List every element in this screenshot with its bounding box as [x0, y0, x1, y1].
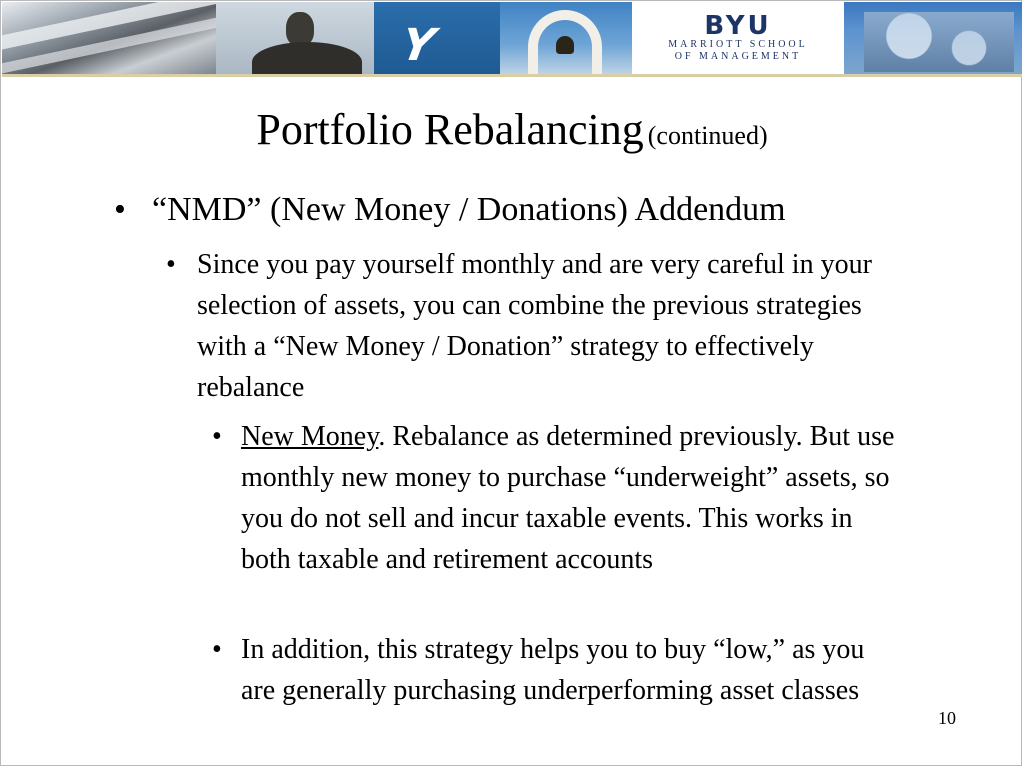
slide-title-main: Portfolio Rebalancing [256, 105, 644, 154]
bullet-level1 [114, 188, 934, 232]
logo-line2: OF MANAGEMENT [674, 51, 802, 62]
bullet-level2 [166, 244, 906, 408]
statue-body-shape [252, 42, 362, 74]
statue-head-shape [286, 12, 314, 46]
page-number: 10 [938, 708, 956, 728]
banner-photo-statue [216, 2, 374, 74]
bullet-level2-text: Since you pay yourself monthly and are very careful in your selection of assets, you can combine the previous strategies with a “New Money / Donation” strategy to effectively rebalance [197, 249, 872, 403]
bell-icon [556, 36, 574, 54]
header-banner [2, 2, 1022, 74]
y-mountain-icon: Y [397, 20, 439, 71]
bullet-level3-text [241, 416, 902, 580]
bullet-marker: • [114, 191, 126, 228]
bullet-marker: • [212, 421, 222, 452]
banner-photo-building [2, 2, 216, 74]
slide-title-sub: (continued) [647, 121, 768, 150]
bullet-level3-buy-low [212, 629, 902, 711]
byu-marriott-logo [632, 2, 844, 74]
logo-main-text: BYU [704, 11, 772, 41]
slide-title [0, 104, 1024, 155]
banner-photo-mountain-y [374, 2, 500, 74]
logo-line1: MARRIOTT SCHOOL [668, 39, 808, 50]
bullet-level3-text: In addition, this strategy helps you to buy “low,” as you are generally purchasing underperforming asset classes [241, 634, 865, 706]
new-money-term: New Money [241, 421, 379, 452]
bullet-marker: • [166, 249, 176, 280]
banner-photo-campus [844, 2, 1022, 74]
new-money-description: . Rebalance as determined previously. But use monthly new money to purchase “underweight” assets, so you do not sell and incur taxable events. This works in both taxable and retirement accounts [241, 421, 895, 575]
bullet-level1-text: “NMD” (New Money / Donations) Addendum [152, 191, 786, 228]
banner-divider [2, 74, 1022, 77]
bullet-level3-new-money [212, 416, 902, 580]
bullet-marker: • [212, 634, 222, 665]
banner-photo-bell-arch [500, 2, 632, 74]
